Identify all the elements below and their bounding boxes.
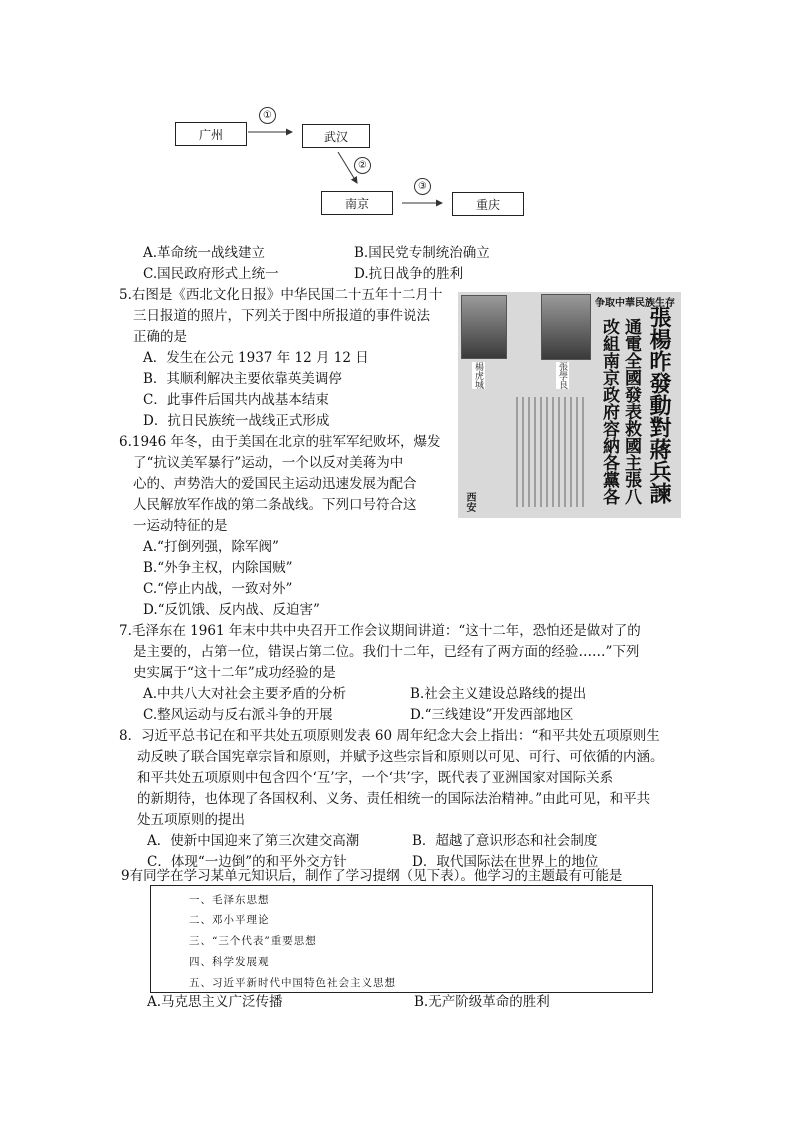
q5-option-d: D．抗日民族统一战线正式形成 (143, 413, 330, 429)
q5-stem-line-2: 三日报道的照片，下列关于图中所报道的事件说法 (133, 308, 430, 324)
q8-stem-line-2: 动反映了联合国宪章宗旨和原则，并赋予这些宗旨和原则以可见、可行、可依循的内涵。 (137, 749, 664, 765)
q8-option-b: B．超越了意识形态和社会制度 (412, 833, 598, 849)
q7-option-b: B.社会主义建设总路线的提出 (410, 686, 587, 702)
caption-right: 張學良 (557, 362, 567, 389)
node-chongqing: 重庆 (452, 192, 524, 216)
q9-option-b: B.无产阶级革命的胜利 (414, 994, 550, 1010)
q5-option-b: B．其顺利解决主要依靠英美调停 (143, 371, 342, 387)
q6-option-a: A.“打倒列强，除军阀” (143, 539, 279, 555)
node-nanjing: 南京 (321, 191, 393, 215)
step-2-label: ② (354, 157, 371, 174)
q8-option-c: C．体现“一边倒”的和平外交方针 (147, 854, 347, 870)
q4-option-c: C.国民政府形式上统一 (143, 266, 279, 282)
newspaper-top-banner: 争取中華民族生存 (595, 298, 675, 309)
newspaper-photo (458, 292, 681, 518)
outline-item-1: 一、毛泽东思想 (189, 894, 270, 906)
newspaper-side-label: 西安 (464, 492, 475, 512)
q6-option-c: C.“停止内战，一致对外” (143, 581, 293, 597)
headline-col-2: 通電全國發表救國主張八 (621, 318, 641, 505)
q7-stem-line-1: 7.毛泽东在 1961 年末中共中央召开工作会议期间讲道：“这十二年，恐怕还是做对了的 (119, 623, 641, 639)
q4-option-d: D.抗日战争的胜利 (354, 266, 464, 282)
node-guangzhou: 广州 (175, 122, 247, 146)
q9-stem: 9有同学在学习某单元知识后，制作了学习提纲（见下表）。他学习的主题最有可能是 (121, 868, 623, 884)
portrait-left (461, 295, 507, 359)
q5-option-a: A．发生在公元 1937 年 12 月 12 日 (143, 350, 369, 366)
outline-item-4: 四、科学发展观 (189, 956, 270, 968)
q8-stem-line-4: 的新期待，也体现了各国权利、义务、责任相统一的国际法治精神。”由此可见，和平共 (137, 791, 651, 807)
q8-stem-line-5: 处五项原则的提出 (137, 812, 245, 828)
q6-stem-line-4: 人民解放军作战的第二条战线。下列口号符合这 (133, 497, 417, 513)
q6-stem-line-1: 6.1946 年冬，由于美国在北京的驻军军纪败坏，爆发 (119, 434, 441, 450)
q7-stem-line-3: 史实属于“这十二年”成功经验的是 (133, 665, 336, 681)
q6-stem-line-5: 一运动特征的是 (133, 518, 228, 534)
q6-stem-line-2: 了“抗议美军暴行”运动，一个以反对美蒋为中 (133, 455, 404, 471)
q6-stem-line-3: 心的、声势浩大的爱国民主运动迅速发展为配合 (133, 476, 417, 492)
q5-option-c: C．此事件后国共内战基本结束 (143, 392, 329, 408)
q7-option-a: A.中共八大对社会主要矛盾的分析 (143, 686, 347, 702)
outline-item-3: 三、“三个代表”重要思想 (189, 935, 317, 947)
q8-option-d: D．取代国际法在世界上的地位 (412, 854, 599, 870)
q9-option-a: A.马克思主义广泛传播 (147, 994, 283, 1010)
newsprint-texture (516, 397, 586, 507)
q7-option-c: C.整风运动与反右派斗争的开展 (143, 707, 333, 723)
q5-stem-line-3: 正确的是 (133, 329, 187, 345)
q4-option-b: B.国民党专制统治确立 (354, 245, 490, 261)
q6-option-b: B.“外争主权，内除国贼” (143, 560, 293, 576)
q7-option-d: D.“三线建设”开发西部地区 (410, 707, 574, 723)
portrait-right (541, 294, 591, 360)
q5-stem-line-1: 5.右图是《西北文化日报》中华民国二十五年十二月十 (119, 287, 443, 303)
headline-col-3: 改組南京政府容納各黨各 (599, 318, 619, 505)
node-wuhan: 武汉 (302, 124, 370, 148)
q6-option-d: D.“反饥饿、反内战、反迫害” (143, 602, 320, 618)
step-3-label: ③ (414, 178, 431, 195)
q9-outline-table (150, 885, 653, 993)
step-1-label: ① (259, 107, 276, 124)
q8-stem-line-1: 8．习近平总书记在和平共处五项原则发表 60 周年纪念大会上指出：“和平共处五项原则生 (119, 728, 660, 744)
arrow-2 (338, 152, 357, 183)
outline-item-2: 二、邓小平理论 (189, 914, 270, 926)
route-arrows (0, 0, 794, 260)
q8-stem-line-3: 和平共处五项原则中包含四个‘互’字，一个‘共’字，既代表了亚洲国家对国际关系 (137, 770, 614, 786)
q4-option-a: A.革命统一战线建立 (143, 245, 266, 261)
q7-stem-line-2: 是主要的，占第一位，错误占第二位。我们十二年，已经有了两方面的经验……”下列 (133, 644, 640, 660)
q8-option-a: A．使新中国迎来了第三次建交高潮 (147, 833, 360, 849)
headline-col-1: 張楊昨發動對蔣兵諫 (646, 306, 672, 504)
caption-left: 楊虎城 (473, 362, 483, 389)
outline-item-5: 五、习近平新时代中国特色社会主义思想 (189, 977, 396, 989)
